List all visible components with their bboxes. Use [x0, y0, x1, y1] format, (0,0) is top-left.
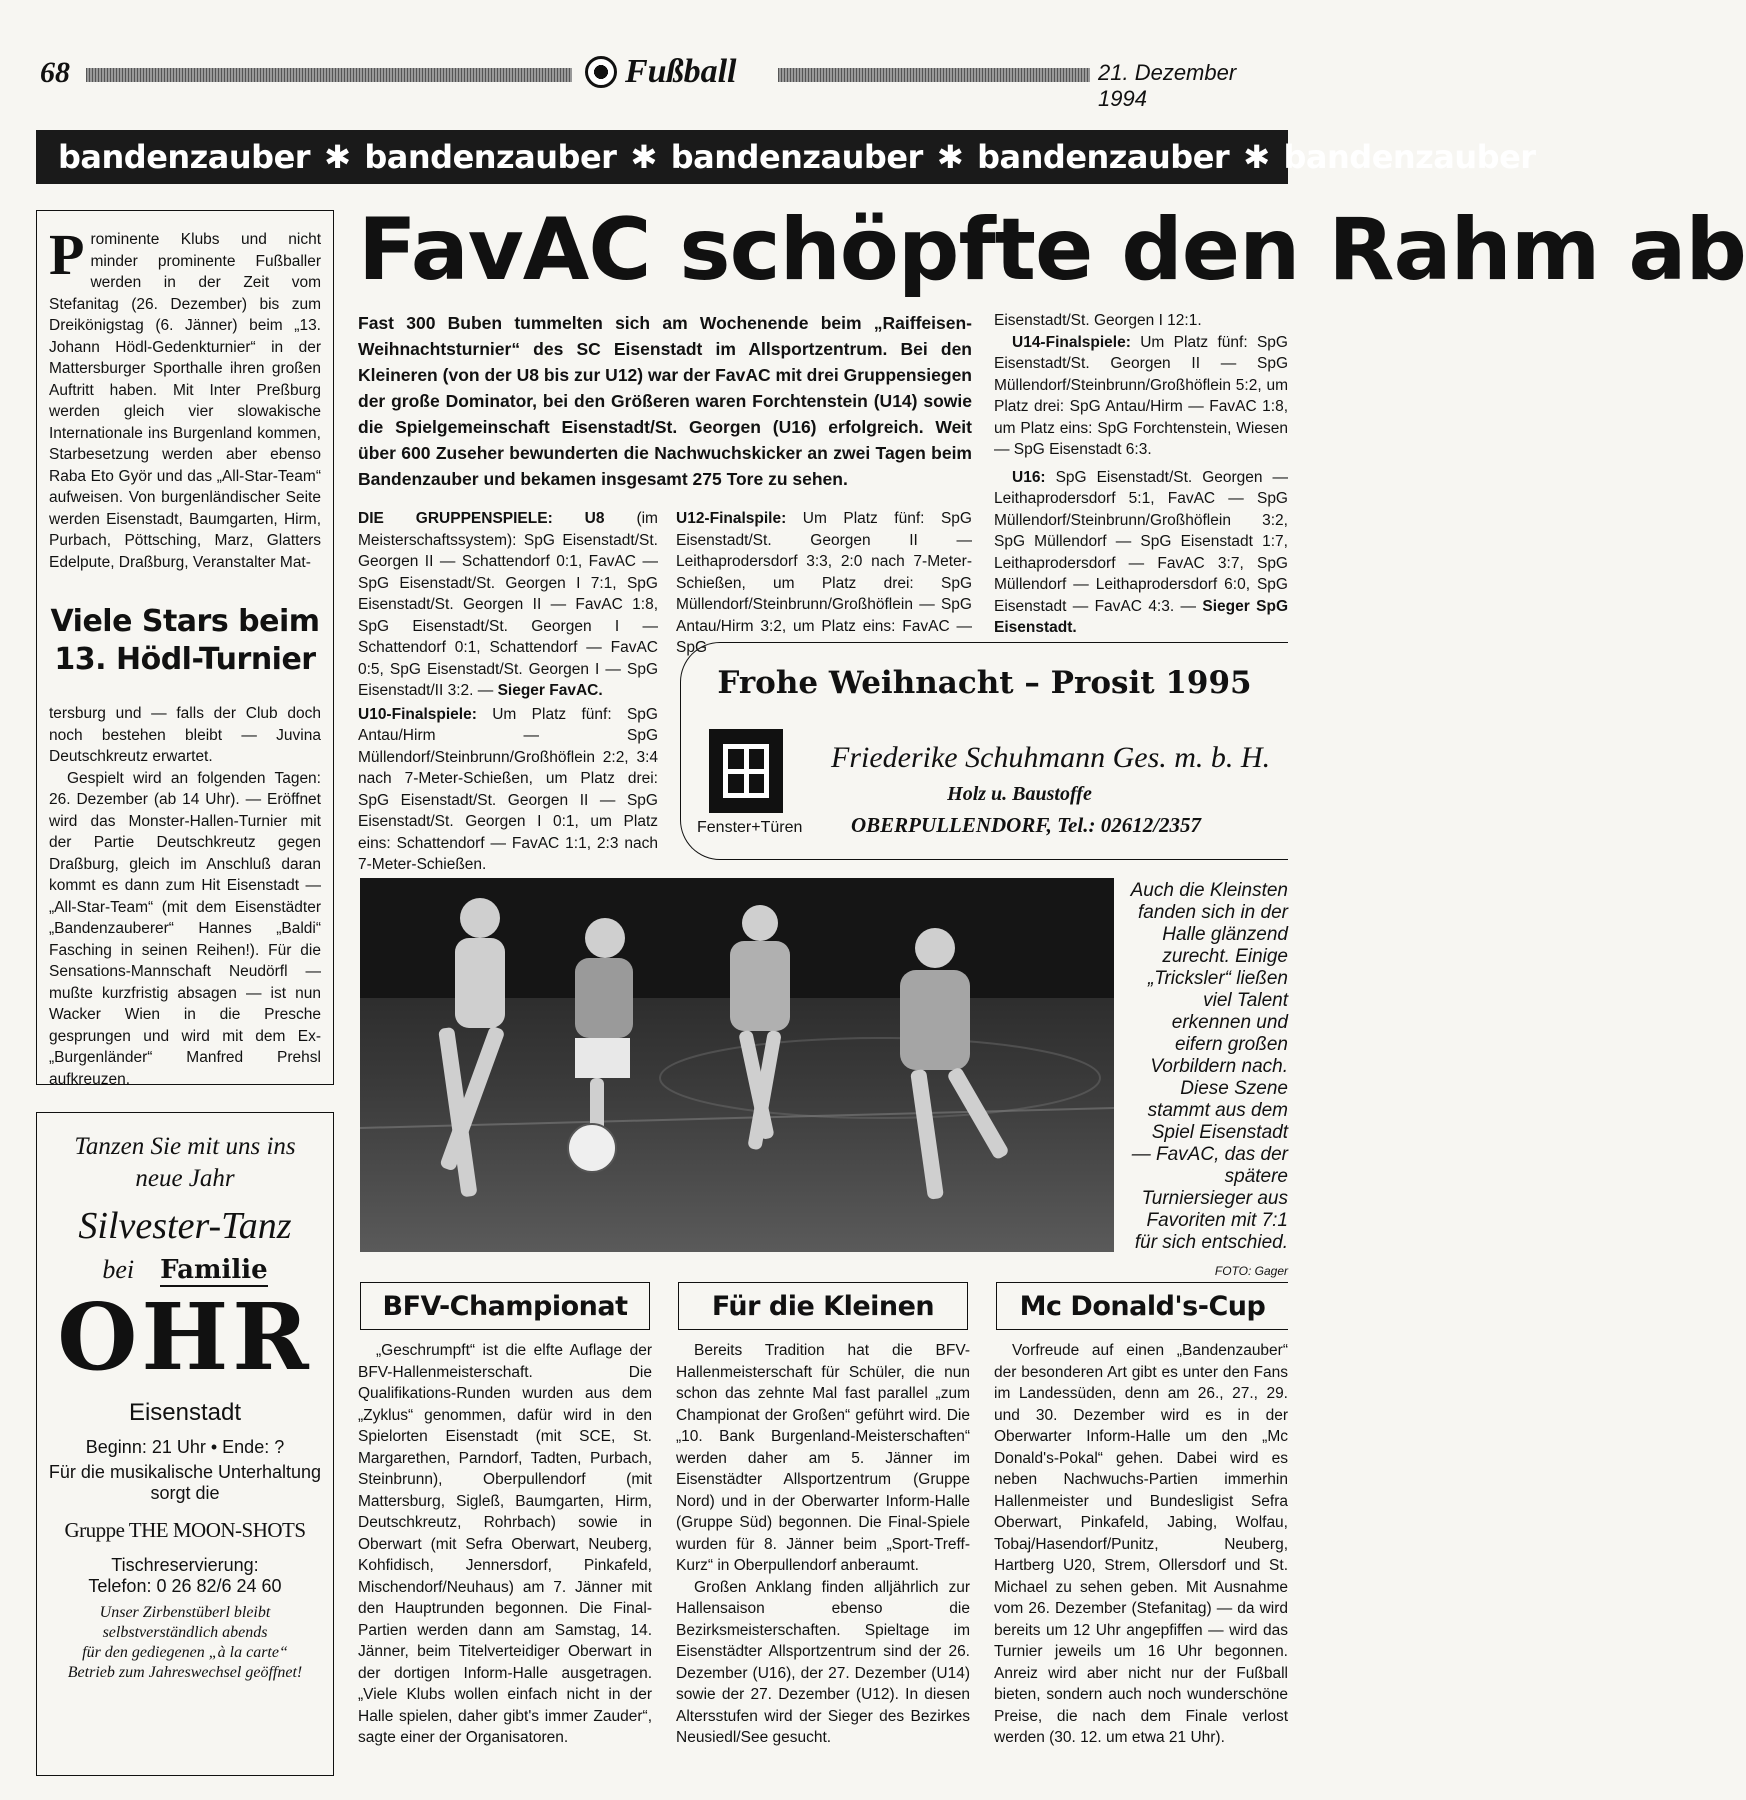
- ad-note: Unser Zirbenstüberl bleibt: [99, 1604, 271, 1621]
- photo-caption: [1130, 880, 1288, 1282]
- sidebar-paragraph: tersburg und — falls der Club doch noch bestehen bleibt — Juvina Deutschkreutz erwartet.: [49, 705, 321, 765]
- results-text: Eisenstadt/St. Georgen I 12:1.: [994, 312, 1202, 329]
- bandenzauber-banner: [36, 130, 1536, 184]
- article-headline: FavAC schöpfte den Rahm ab: [358, 200, 1746, 300]
- results-text: Um Platz fünf: SpG Antau/Hirm — SpG Müllendorf/Steinbrunn/Großhöflein 2:2, 3:4 nach 7-Meter-Schießen, um Platz drei: SpG Eisenstadt/St. Georgen II — SpG Eisenstadt/St. Georgen I 0:1, um Platz eins: Schattendorf — FavAC 1:1, 2:3 nach 7-Meter-Schießen.: [358, 705, 658, 873]
- header-rule-right: [778, 68, 1090, 82]
- sidebar-subhead: Viele Stars beim 13. Hödl-Turnier: [50, 604, 320, 677]
- photo-credit: FOTO: Gager: [1214, 1264, 1288, 1278]
- ad-goods: Holz u. Baustoffe: [947, 783, 1092, 805]
- ad-company: Friederike Schuhmann Ges. m. b. H.: [831, 741, 1271, 774]
- logo-caption: Fenster+Türen: [697, 819, 803, 836]
- results-column-3: [994, 310, 1288, 639]
- box-text: „Geschrumpft“ ist die elfte Auflage der BFV-Hallenmeisterschaft. Die Qualifikations-Runden wurden aus dem „Zyklus“ genommen, dafür wird in den Spielorten Eisenstadt (mit SCE, St. Margarethen, Parndorf, Tadten, Purbach, Steinbrunn), Oberpullendorf (mit Mattersburg, Sigleß, Baumgarten, Hirm, Deutschkreutz, Rohrbach) sowie in Oberwart (mit Sefra Oberwart, Neuberg, Kohfidisch, Jennersdorf, Pinkafeld, Mischendorf/Neuhaus) am 7. Jänner mit den Hauptrunden begonnen. Die Final-Partien werden dann am Samstag, 14. Jänner, beim Titelverteidiger Oberwart in der dortigen Inform-Halle ausgetragen. „Viele Klubs wollen einfach nicht in der Halle spielen, daher gibt's immer Zauder“, sagte einer der Organisatoren.: [358, 1342, 652, 1746]
- article-lead: Fast 300 Buben tummelten sich am Wochenende beim „Raiffeisen-Weihnachtsturnier“ des SC Eisenstadt im Allsportzentrum. Bei den Kleineren (von der U8 bis zur U12) war der FavAC mit drei Gruppensiegen der große Dominator, bei den Größeren waren Forchtenstein (U14) sowie die Spielgemeinschaft Eisenstadt/St. Georgen (U16) erfolgreich. Weit über 600 Zuseher bewunderten die Nachwuchskicker an zwei Tagen beim Bandenzauber und bekamen insgesamt 275 Tore zu sehen.: [358, 313, 972, 489]
- banner-word: bandenzauber: [58, 138, 311, 176]
- results-heading: U10-Finalspiele:: [358, 705, 477, 723]
- page-number: 68: [40, 56, 70, 89]
- header-rule-left: [86, 68, 572, 82]
- banner-word: bandenzauber: [670, 138, 923, 176]
- star-icon: ✱: [936, 138, 964, 176]
- ad-times: Beginn: 21 Uhr • Ende: ?: [85, 1437, 285, 1457]
- silvester-ad: [36, 1112, 334, 1776]
- box-text: Bereits Tradition hat die BFV-Hallenmeisterschaft für Schüler, die nun schon das zehnte Mal fast parallel „zum Championat der Großen“ geführt wird. Die „10. Bank Burgenland-Meisterschaften“ werden daher am 5. Jänner im Eisenstädter Allsportzentrum (Gruppe Nord) und in der Oberwarter Inform-Halle (Gruppe Süd) begonnen. Die Final-Spiele wurden für 8. Jänner beim „Sport-Treff-Kurz“ in Oberpullendorf anberaumt.: [676, 1342, 970, 1574]
- section-label: Fußball: [625, 53, 737, 90]
- banner-word: bandenzauber: [977, 138, 1230, 176]
- ad-greeting: Frohe Weihnacht – Prosit 1995: [717, 665, 1252, 701]
- ad-band: Gruppe THE MOON-SHOTS: [64, 1518, 306, 1542]
- results-text: Um Platz fünf: SpG Eisenstadt/St. Georgen II — SpG Müllendorf/Steinbrunn/Großhöflein 5:2, um Platz drei: SpG Antau/Hirm — FavAC 1:8, um Platz eins: SpG Forchtenstein, Wiesen — SpG Eisenstadt 6:3.: [994, 333, 1288, 458]
- ad-note: für den gediegenen „à la carte“: [82, 1644, 288, 1661]
- ad-family-name: OHR: [57, 1283, 313, 1391]
- ad-music: Für die musikalische Unterhaltung: [48, 1462, 322, 1482]
- results-heading: U12-Finalspile:: [676, 510, 787, 527]
- ad-reserve: Tischreservierung:: [111, 1555, 259, 1575]
- ad-line: Tanzen Sie mit uns ins: [74, 1133, 296, 1160]
- box-heading: Mc Donald's-Cup: [996, 1282, 1288, 1330]
- box-text: Großen Anklang finden alljährlich zur Hallensaison ebenso die Bezirksmeisterschaften. Spieltage im Eisenstädter Allsportzentrum sind der 26. Dezember (U16), der 27. Dezember (U14) sowie der 27. Dezember (U12). In diesen Altersstufen wird der Sieger des Bezirkes Neusiedl/See gesucht.: [676, 1578, 970, 1746]
- match-photo: [360, 878, 1114, 1252]
- results-winner: Sieger SpG Eisenstadt.: [994, 597, 1288, 636]
- football-icon: [585, 56, 617, 88]
- banner-word: bandenzauber: [1283, 138, 1536, 176]
- ad-bei: bei: [102, 1255, 135, 1284]
- sidebar-intro: rominente Klubs und nicht minder prominente Fußballer werden in der Zeit vom Stefanitag (26. Dezember) bis zum Dreikönigstag (6. Jänner) beim „13. Johann Hödl-Gedenkturnier“ in der Mattersburger Sporthalle ihren großen Auftritt haben. Mit Inter Preßburg werden gleich vier slowakische Internationale ins Burgenland kommen, Starbesetzung werden aber ebenso Raba Eto Györ und das „All-Star-Team“ aufweisen. Von burgenländischer Seite werden Eisenstadt, Baumgarten, Hirm, Purbach, Pöttsching, Marz, Glatters Edelpute, Draßburg, Veranstalter Mat-: [49, 231, 321, 571]
- window-logo-icon: [709, 729, 783, 813]
- results-column-1: [358, 508, 658, 876]
- results-heading: DIE GRUPPENSPIELE: U8: [358, 510, 605, 527]
- box-heading: BFV-Championat: [360, 1282, 650, 1330]
- ad-address: OBERPULLENDORF, Tel.: 02612/2357: [851, 813, 1202, 837]
- box-heading: Für die Kleinen: [678, 1282, 968, 1330]
- ad-music: sorgt die: [150, 1483, 220, 1503]
- dropcap: P: [49, 222, 85, 287]
- star-icon: ✱: [630, 138, 657, 176]
- results-text: Um Platz fünf: SpG Eisenstadt/St. Georgen II — Leithaprodersdorf 3:3, 2:0 nach 7-Meter-Schießen, um Platz drei: SpG Müllendorf/Steinbrunn/Großhöflein — SpG Antau/Hirm 3:2, um Platz eins: FavAC — SpG: [676, 510, 972, 656]
- sidebar-paragraph: Gespielt wird an folgenden Tagen: 26. Dezember (ab 14 Uhr). — Eröffnet wird das Monster-Hallen-Turnier mit der Partie Deutschkreutz gegen Draßburg, gleich im Anschluß daran kommt es dann zum Hit Eisenstadt — „All-Star-Team“ (mit dem Eisenstädter „Bandenzauberer“ Hannes „Baldi“ Fasching in seinen Reihen!). Für die Sensations-Mannschaft Neudörfl — mußte kurzfristig absagen — ist nun Wacker Wien in die Presche gesprungen und wird mit dem Ex-„Burgenländer“ Manfred Prehsl aufkreuzen.: [49, 769, 321, 1088]
- sidebar-article: [36, 210, 334, 1088]
- box-text-group: [676, 1340, 970, 1749]
- ad-city: Eisenstadt: [128, 1399, 242, 1426]
- ad-title: Silvester-Tanz: [78, 1205, 292, 1247]
- issue-date: 21. Dezember 1994: [1098, 60, 1237, 111]
- box-text: Vorfreude auf einen „Bandenzauber“ der besonderen Art gibt es unter den Fans im Landessüden, denn am 26., 27., 29. und 30. Dezember wird es in der Oberwarter Inform-Halle um den „Mc Donald's-Pokal“ gehen. Dabei wird es neben Nachwuchs-Partien immerhin Hallenmeister und Bundesligist Sefra Oberwart, Pinkafeld, Jabing, Wolfau, Tobaj/Hasendorf/Punitz, Neuberg, Hartberg U20, Strem, Ollersdorf und St. Michael zu sehen geben. Mit Ausnahme vom 26. Dezember (Stefanitag) — da wird bereits um 12 Uhr angepfiffen — wird das Turnier jeweils um 16 Uhr begonnen. Anreiz wird aber nicht nur der Fußball bieten, sondern auch noch wunderschöne Preise, die nach dem Finale verlost werden (30. 12. um etwa 21 Uhr).: [994, 1342, 1288, 1746]
- results-column-2: [676, 508, 972, 659]
- ad-note: Betrieb zum Jahreswechsel geöffnet!: [67, 1664, 303, 1681]
- results-heading: U14-Finalspiele:: [1012, 333, 1131, 351]
- results-text: SpG Eisenstadt/St. Georgen — Leithaprodersdorf 5:1, FavAC — SpG Müllendorf/Steinbrunn/Großhöflein 3:2, SpG Müllendorf — SpG Eisenstadt 1:7, Leithaprodersdorf — FavAC 3:7, SpG Müllendorf — Leithaprodersdorf 6:0, SpG Eisenstadt — FavAC 4:3. —: [994, 468, 1288, 615]
- section-title: [585, 52, 773, 92]
- ad-note: selbstverständlich abends: [102, 1624, 268, 1641]
- ad-phone: Telefon: 0 26 82/6 24 60: [88, 1576, 282, 1596]
- star-icon: ✱: [324, 138, 351, 176]
- results-winner: Sieger FavAC.: [497, 682, 603, 699]
- ad-familie: Familie: [160, 1255, 268, 1285]
- caption-text: Auch die Kleinsten fanden sich in der Halle glänzend zurecht. Einige „Tricksler“ ließen viel Talent erkennen und eifern großen Vorbildern nach. Diese Szene stammt aus dem Spiel Eisenstadt — FavAC, das der spätere Turniersieger aus Favoriten mit 7:1 für sich entschied.: [1130, 880, 1288, 1253]
- schuhmann-ad: [680, 642, 1288, 860]
- results-text: (im Meisterschaftssystem): SpG Eisenstadt/St. Georgen II — Schattendorf 0:1, FavAC — SpG Eisenstadt/St. Georgen I 7:1, SpG Eisenstadt/St. Georgen II — FavAC 1:8, SpG Eisenstadt/St. Georgen I — Schattendorf 0:1, Schattendorf — FavAC 0:5, SpG Eisenstadt/St. Georgen I — SpG Eisenstadt/II 3:2. —: [358, 510, 658, 699]
- banner-word: bandenzauber: [364, 138, 617, 176]
- results-heading: U16:: [1012, 468, 1046, 486]
- photo-illustration: [360, 878, 1114, 1252]
- ad-line: neue Jahr: [135, 1165, 235, 1192]
- star-icon: ✱: [1243, 138, 1270, 176]
